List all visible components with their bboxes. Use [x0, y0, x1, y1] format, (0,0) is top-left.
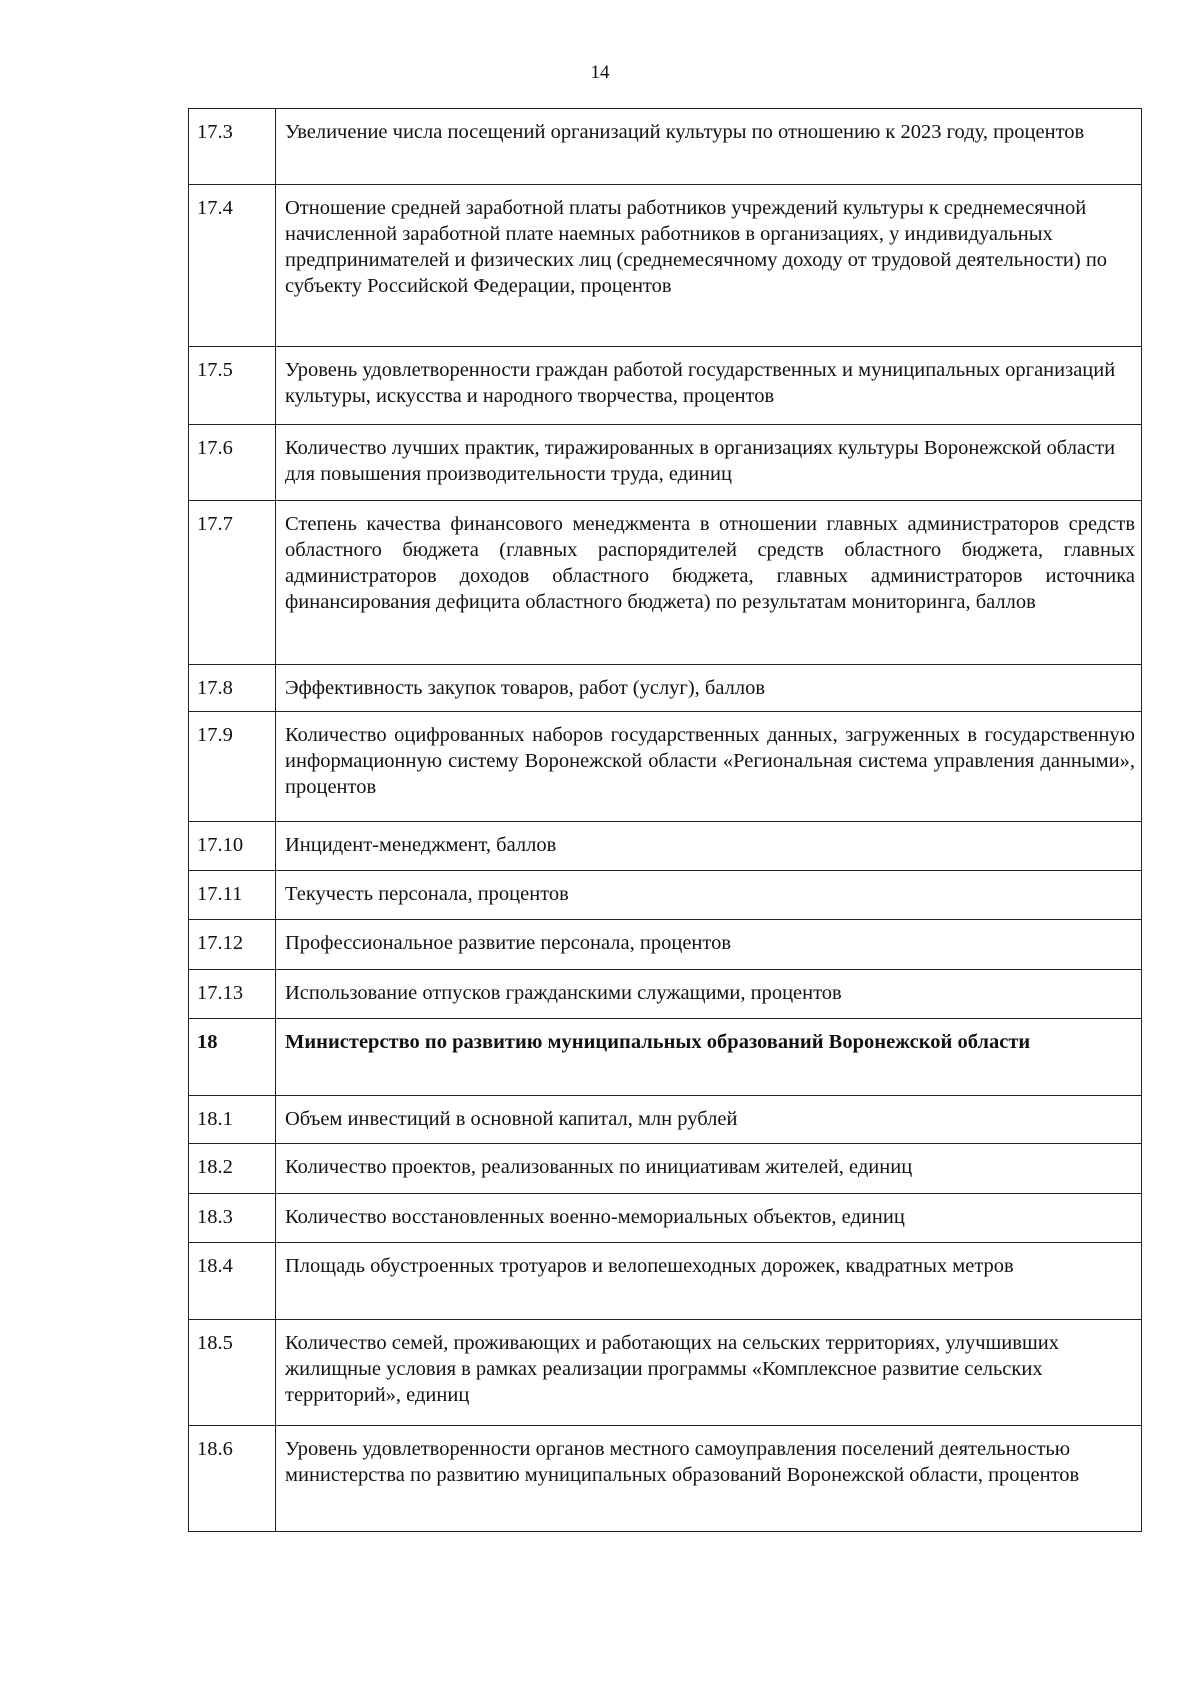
table-row [189, 1426, 1142, 1532]
row-text: Текучесть персонала, процентов [276, 871, 1142, 920]
table-row [189, 822, 1142, 871]
row-number: 18.1 [189, 1096, 276, 1144]
row-text: Степень качества финансового менеджмента в отношении главных администраторов средств областного бюджета (главных распорядителей средств областного бюджета, главных администраторов доходов областного бюджета, главных администраторов источника финансирования дефицита областного бюджета) по результатам мониторинга, баллов [276, 501, 1142, 665]
row-number: 17.13 [189, 970, 276, 1019]
table-row [189, 501, 1142, 665]
row-number: 18.4 [189, 1243, 276, 1320]
table-row [189, 1320, 1142, 1426]
table-row [189, 109, 1142, 185]
row-text: Профессиональное развитие персонала, процентов [276, 920, 1142, 970]
table-row [189, 1194, 1142, 1243]
table-row [189, 425, 1142, 501]
row-number: 17.7 [189, 501, 276, 665]
page-number: 14 [590, 62, 610, 83]
table-row [189, 347, 1142, 425]
table-row-section [189, 1019, 1142, 1096]
row-number: 18.3 [189, 1194, 276, 1243]
row-number: 17.11 [189, 871, 276, 920]
row-text: Эффективность закупок товаров, работ (услуг), баллов [276, 665, 1142, 712]
table-row [189, 1144, 1142, 1194]
row-text: Увеличение числа посещений организаций культуры по отношению к 2023 году, процентов [276, 109, 1142, 185]
row-text: Инцидент-менеджмент, баллов [276, 822, 1142, 871]
row-number: 17.10 [189, 822, 276, 871]
table-row [189, 665, 1142, 712]
table-row [189, 1243, 1142, 1320]
row-number: 17.9 [189, 712, 276, 822]
row-text: Объем инвестиций в основной капитал, млн рублей [276, 1096, 1142, 1144]
row-text: Уровень удовлетворенности органов местного самоуправления поселений деятельностью министерства по развитию муниципальных образований Воронежской области, процентов [276, 1426, 1142, 1532]
table-row [189, 970, 1142, 1019]
row-number: 18 [189, 1019, 276, 1096]
table-row [189, 712, 1142, 822]
row-number: 17.12 [189, 920, 276, 970]
row-number: 17.8 [189, 665, 276, 712]
row-number: 18.6 [189, 1426, 276, 1532]
row-number: 17.6 [189, 425, 276, 501]
row-number: 17.3 [189, 109, 276, 185]
table-row [189, 920, 1142, 970]
row-number: 18.2 [189, 1144, 276, 1194]
table-row [189, 1096, 1142, 1144]
row-text: Использование отпусков гражданскими служащими, процентов [276, 970, 1142, 1019]
row-text: Количество восстановленных военно-мемориальных объектов, единиц [276, 1194, 1142, 1243]
table-row [189, 185, 1142, 347]
row-text: Количество лучших практик, тиражированных в организациях культуры Воронежской области для повышения производительности труда, единиц [276, 425, 1142, 501]
row-text: Отношение средней заработной платы работников учреждений культуры к среднемесячной начисленной заработной плате наемных работников в организациях, у индивидуальных предпринимателей и физических лиц (среднемесячному доходу от трудовой деятельности) по субъекту Российской Федерации, процентов [276, 185, 1142, 347]
row-text: Площадь обустроенных тротуаров и велопешеходных дорожек, квадратных метров [276, 1243, 1142, 1320]
row-number: 17.5 [189, 347, 276, 425]
row-text: Количество оцифрованных наборов государственных данных, загруженных в государственную информационную систему Воронежской области «Региональная система управления данными», процентов [276, 712, 1142, 822]
row-text: Количество семей, проживающих и работающих на сельских территориях, улучшивших жилищные условия в рамках реализации программы «Комплексное развитие сельских территорий», единиц [276, 1320, 1142, 1426]
table-row [189, 871, 1142, 920]
row-text: Количество проектов, реализованных по инициативам жителей, единиц [276, 1144, 1142, 1194]
row-number: 17.4 [189, 185, 276, 347]
row-text: Министерство по развитию муниципальных образований Воронежской области [276, 1019, 1142, 1096]
row-text: Уровень удовлетворенности граждан работой государственных и муниципальных организаций культуры, искусства и народного творчества, процентов [276, 347, 1142, 425]
indicators-table [188, 108, 1142, 1532]
row-number: 18.5 [189, 1320, 276, 1426]
